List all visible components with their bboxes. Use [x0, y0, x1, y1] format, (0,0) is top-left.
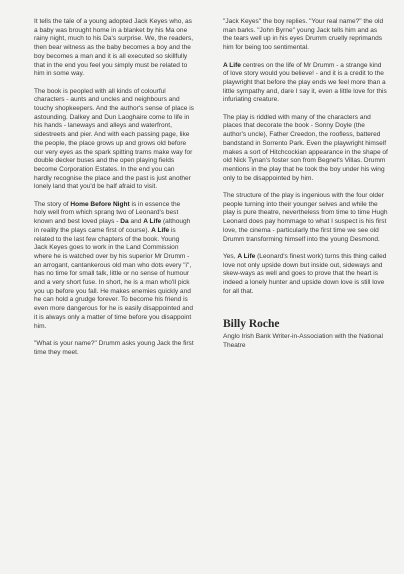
- play-title: A Life: [223, 61, 241, 69]
- paragraph: The play is riddled with many of the characters and places that decorate the book - Sonny Doyle (the author's uncle), Father Creedon, the roofless, battered bandstand in Sorrento Park. Even the playwright himself makes a sort of Hitchcockian appearance in the shape of old Nick Tynan's foster son from Begnet's Villas. Drumm mentions in the play that he took the boy under his wing only to be disappointed by him.: [223, 113, 388, 182]
- paragraph: "Jack Keyes" the boy replies. "Your real name?" the old man barks. "John Byrne" young Jack tells him and as the tears well up in his eyes Drumm cruelly reprimands him for being too sentimental.: [223, 18, 384, 52]
- author-name: Billy Roche: [223, 318, 280, 331]
- signature-block: [223, 318, 388, 350]
- text-run: is related to the last few chapters of the book. Young Jack Keyes goes to work in the Land Commission where he is watched over by his superior Mr Drumm - an arrogant, cantankerous old man who dots every "i", has no time for small talk, little or no sense of humour and a very short fuse. In short, he is a man who'll pick you up before you fall. He makes enemies quickly and he can hold a grudge forever. To become his friend is even more dangerous for he is easily disappointed and it is always only a matter of time before you disappoint him.: [34, 226, 194, 330]
- text-run: The story of: [34, 200, 71, 208]
- text-run: and: [128, 218, 144, 226]
- paragraph: The book is peopled with all kinds of colourful characters - aunts and uncles and neighbours and touchy shopkeepers. And the author's sense of place is astounding. Dalkey and Dun Laoghaire come to life in his hands - laneways and alleys and waterfront, sidestreets and pier. And with each passing page, like the people, the place grows up and grows old before our very eyes as the spark spitting trams make way for double decker buses and the open playing fields become Corporation Estates. In the end you can hardly recognise the place and the past is just another lonely land that you'd be half afraid to visit.: [34, 87, 194, 191]
- paragraph: [223, 62, 388, 106]
- paragraph: "What is your name?" Drumm asks young Jack the first time they meet.: [34, 339, 194, 356]
- left-column: [34, 18, 194, 366]
- paragraph: It tells the tale of a young adopted Jack Keyes who, as a baby was brought home in a blanket by his Ma one rainy night, much to his Da's surprise. We, the readers, then bear witness as the baby becomes a boy and the boy becomes a man and it is all executed so skillfully that in the end you feel you simply must be related to him in some way.: [34, 18, 194, 78]
- author-role: Anglo Irish Bank Writer-in-Association with the National Theatre: [223, 333, 383, 350]
- paragraph: [223, 253, 388, 297]
- text-run: is in essence the holy well from which sprang two of Leonard's best known and best loved plays -: [34, 200, 181, 226]
- text-run: (although in reality the plays came first of course).: [34, 218, 191, 234]
- play-title: A Life: [151, 226, 170, 234]
- play-title: A Life: [143, 218, 162, 226]
- text-run: Yes,: [223, 252, 238, 260]
- play-title: A Life: [237, 252, 256, 260]
- paragraph: [34, 201, 194, 332]
- text-run: centres on the life of Mr Drumm - a strange kind of love story would you believe! - and it is a credit to the playwright that before the play ends we feel more than a little sympathy and, dare I say it, even a little love for this infuriating creature.: [223, 61, 387, 104]
- text-run: (Leonard's finest work) turns this thing called love not only upside down but inside out, sideways and skew-ways as well and goes to prove that the heart is indeed a lonely hunter and upside down love is still love for all that.: [223, 252, 387, 295]
- play-title: Da: [120, 218, 129, 226]
- right-column: [223, 18, 388, 351]
- paragraph: The structure of the play is ingenious with the four older people turning into their younger selves and while the play is pure theatre, nevertheless from time to time Hugh Leonard does pay hommage to what I suspect is his first love, the cinema - particularly the first time we see old Drumm transforming himself into the young Desmond.: [223, 192, 388, 243]
- book-title: Home Before Night: [70, 200, 130, 208]
